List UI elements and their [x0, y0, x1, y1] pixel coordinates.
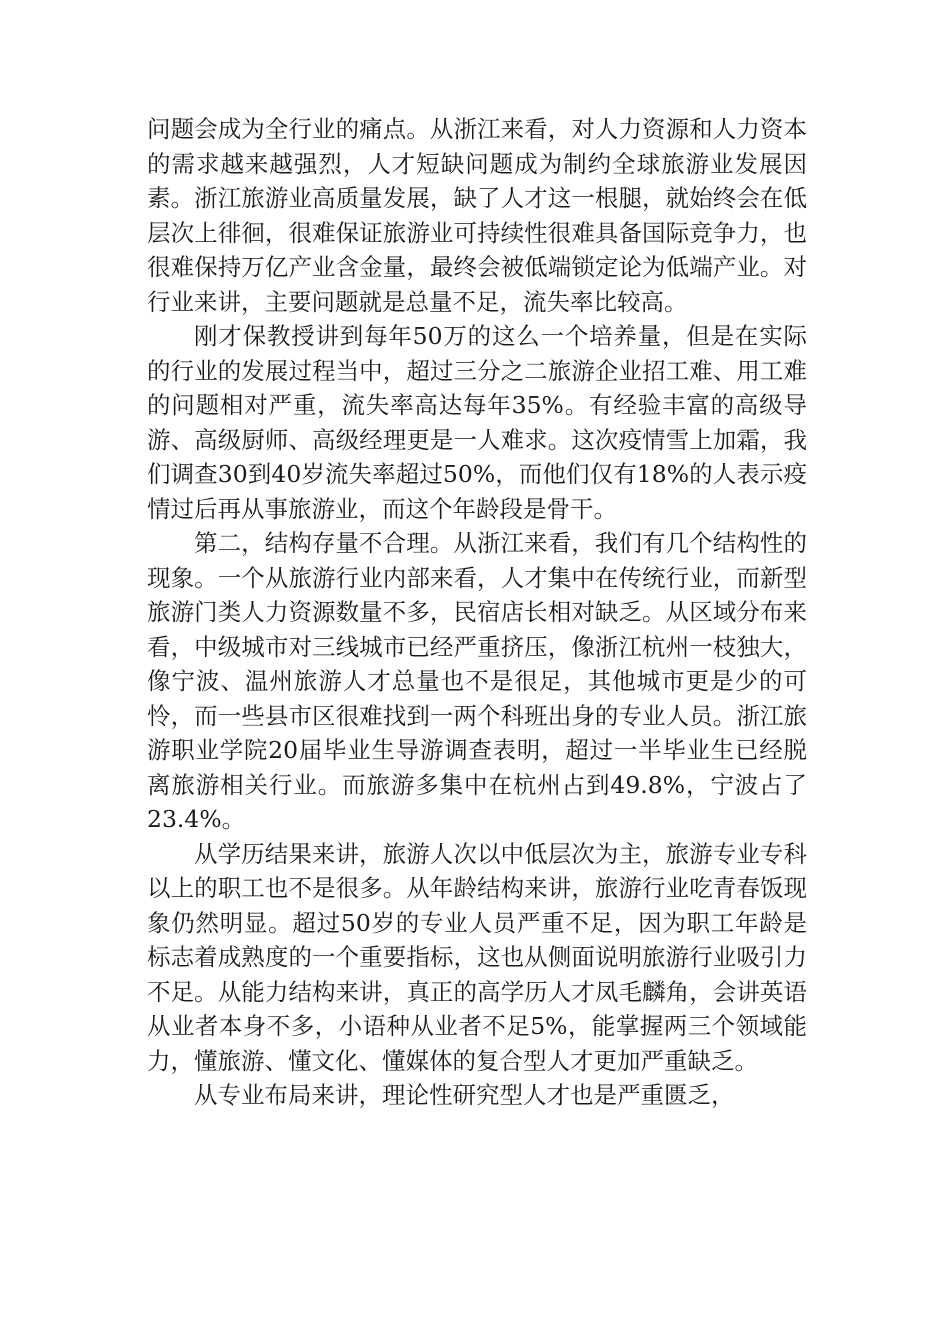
paragraph-3: 第二，结构存量不合理。从浙江来看，我们有几个结构性的现象。一个从旅游行业内部来看，人才集中在传统行业，而新型旅游门类人力资源数量不多，民宿店长相对缺乏。从区域分布来看，中级城市对三线城市已经严重挤压，像浙江杭州一枝独大，像宁波、温州旅游人才总量也不是很足，其他城市更是少的可怜，而一些县市区很难找到一两个科班出身的专业人员。浙江旅游职业学院20届毕业生导游调查表明，超过一半毕业生已经脱离旅游相关行业。而旅游多集中在杭州占到49.8%，宁波占了23.4%。 — [147, 529, 807, 833]
document-page — [147, 112, 807, 1113]
paragraph-2: 刚才保教授讲到每年50万的这么一个培养量，但是在实际的行业的发展过程当中，超过三分之二旅游企业招工难、用工难的问题相对严重，流失率高达每年35%。有经验丰富的高级导游、高级厨师、高级经理更是一人难求。这次疫情雪上加霜，我们调查30到40岁流失率超过50%，而他们仅有18%的人表示疫情过后再从事旅游业，而这个年龄段是骨干。 — [147, 322, 807, 523]
paragraph-1: 问题会成为全行业的痛点。从浙江来看，对人力资源和人力资本的需求越来越强烈，人才短缺问题成为制约全球旅游业发展因素。浙江旅游业高质量发展，缺了人才这一根腿，就始终会在低层次上徘徊，很难保证旅游业可持续性很难具备国际竞争力，也很难保持万亿产业含金量，最终会被低端锁定论为低端产业。对行业来讲，主要问题就是总量不足，流失率比较高。 — [147, 115, 807, 316]
paragraph-5: 从专业布局来讲，理论性研究型人才也是严重匮乏， — [194, 1081, 735, 1109]
paragraph-4: 从学历结果来讲，旅游人次以中低层次为主，旅游专业专科以上的职工也不是很多。从年龄结构来讲，旅游行业吃青春饭现象仍然明显。超过50岁的专业人员严重不足，因为职工年龄是标志着成熟度的一个重要指标，这也从侧面说明旅游行业吸引力不足。从能力结构来讲，真正的高学历人才凤毛麟角，会讲英语从业者本身不多，小语种从业者不足5%，能掌握两三个领域能力，懂旅游、懂文化、懂媒体的复合型人才更加严重缺乏。 — [147, 839, 807, 1075]
